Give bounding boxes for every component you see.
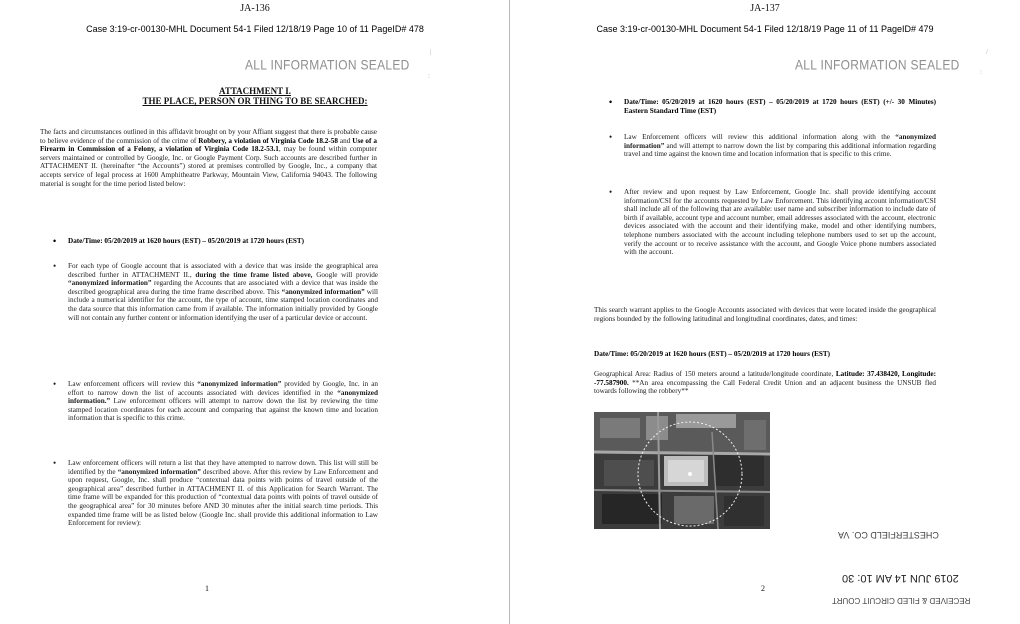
page-number: 2 bbox=[761, 584, 765, 593]
bullet-anonymized-info: • For each type of Google account that is associated with a device that was inside the geographical area described further in ATTACHMENT II., during the time frame listed above, Google will provide “anonymized information” regarding the Accounts that are associated with a device that was inside the described geographical area during the time frame described above. This “anonymized information” will include a numerical identifier for the account, the type of account, time stamped location coordinates and the data source that this information came from if available. The information initially provided by Google will not contain any further content or information identifying the user of a particular device or account. bbox=[68, 262, 378, 322]
scan-mark: : bbox=[980, 68, 982, 76]
received-stamp-line-1: RECEIVED & FILED CIRCUIT COURT bbox=[832, 596, 971, 605]
scan-mark: : bbox=[428, 72, 430, 80]
exhibit-number: JA-136 bbox=[240, 3, 270, 14]
scan-mark: / bbox=[986, 48, 988, 56]
attachment-subtitle: THE PLACE, PERSON OR THING TO BE SEARCHED: bbox=[142, 96, 368, 106]
bullet-date-time-expanded: • Date/Time: 05/20/2019 at 1620 hours (EST) – 05/20/2019 at 1720 hours (EST) (+/- 30 Minutes) Eastern Standard Time (EST) bbox=[624, 98, 936, 115]
aerial-map-image bbox=[594, 412, 770, 529]
bullet-additional-review: • Law Enforcement officers will review this additional information along with the “anonymized information” and will attempt to narrow down the list by comparing this additional information regarding travel and time against the known time and location information that is specific to this crime. bbox=[624, 133, 936, 159]
bullet-return-list: • Law enforcement officers will return a list that they have attempted to narrow down. This list will still be identified by the “anonymized information” described above. After this review by Law Enforcement and upon request, Google, Inc. shall produce “contextual data points with points of travel outside of the geographical area” described further in ATTACHMENT II. of this Application for Search Warrant. The time frame will be expanded for this production of “contextual data points with points of travel outside of the geographical area” for 30 minutes before AND 30 minutes after the initial search time periods. This expanded time frame will be as listed below (Google Inc. shall provide this additional information to Law Enforcement for review): bbox=[68, 459, 378, 528]
case-header: Case 3:19-cr-00130-MHL Document 54-1 Filed 12/18/19 Page 11 of 11 PageID# 479 bbox=[596, 24, 934, 34]
date-time-line: • Date/Time: 05/20/2019 at 1620 hours (EST) – 05/20/2019 at 1720 hours (EST) bbox=[68, 237, 378, 246]
attachment-title: ATTACHMENT I. bbox=[218, 86, 291, 96]
intro-paragraph: The facts and circumstances outlined in this affidavit brought on by your Affiant suggest that there is probable cause to believe evidence of the commission of the crime of Robbery, a violation of Virginia Code 18.2-58 and Use of a Firearm in Commission of a Felony, a violation of Virginia Code 18.2-53.1, may be found within computer servers maintained or controlled by Google, Inc. or Google Payment Corp. Such accounts are described further in ATTACHMENT II. (hereinafter “the Accounts”) stored at premises controlled by Google, Inc., a company that accepts service of legal process at 1600 Amphitheatre Parkway, Mountain View, California 94043. The following material is sought for the time period listed below: bbox=[40, 128, 377, 188]
scan-mark: | bbox=[430, 48, 432, 56]
sealed-watermark: ALL INFORMATION SEALED bbox=[795, 56, 960, 74]
received-stamp-line-2: 2019 JUN 14 AM 10: 30 bbox=[842, 572, 959, 584]
sealed-watermark: ALL INFORMATION SEALED bbox=[245, 56, 410, 74]
date-time-line: Date/Time: 05/20/2019 at 1620 hours (EST) – 05/20/2019 at 1720 hours (EST) bbox=[594, 350, 831, 358]
search-warrant-paragraph: This search warrant applies to the Google Accounts associated with devices that were located inside the geographical regions bounded by the following latitudinal and longitudinal coordinates, dates, and times: bbox=[594, 306, 936, 323]
bullet-identifying-info: • After review and upon request by Law Enforcement, Google Inc. shall provide identifying account information/CSI for the accounts requested by Law Enforcement. This identifying account information/CSI shall include all of the following that are available: user name and subscriber information to include date of birth if available, account type and account number, email addresses associated with the account, electronic devices associated with the account and their identifying make, model and other identifying numbers, telephone numbers associated with the account including telephone numbers used to set up the account, verify the account or to receive assistance with the account, and Google Voice phone numbers associated with the account. bbox=[624, 188, 936, 257]
document-page-right bbox=[510, 0, 1020, 624]
exhibit-number: JA-137 bbox=[750, 3, 780, 14]
page-number: 1 bbox=[205, 584, 209, 593]
case-header: Case 3:19-cr-00130-MHL Document 54-1 Filed 12/18/19 Page 10 of 11 PageID# 478 bbox=[86, 24, 424, 34]
geographical-area-paragraph: Geographical Area: Radius of 150 meters around a latitude/longitude coordinate, Latitude: 37.438420, Longitude: -77.587900. **An area encompassing the Call Federal Credit Union and an adjacent business the UNSUB fled towards following the robbery** bbox=[594, 370, 937, 396]
received-stamp-line-3: CHESTERFIELD CO. VA bbox=[838, 530, 939, 540]
bullet-law-enforcement-review: • Law enforcement officers will review this “anonymized information” provided by Google, Inc. in an effort to narrow down the list of accounts associated with devices identified in the “anonymized information.” Law enforcement officers will attempt to narrow down the list by reviewing the time stamped location coordinates for each account and comparing that against the known time and location information that is specific to this crime. bbox=[68, 380, 378, 423]
